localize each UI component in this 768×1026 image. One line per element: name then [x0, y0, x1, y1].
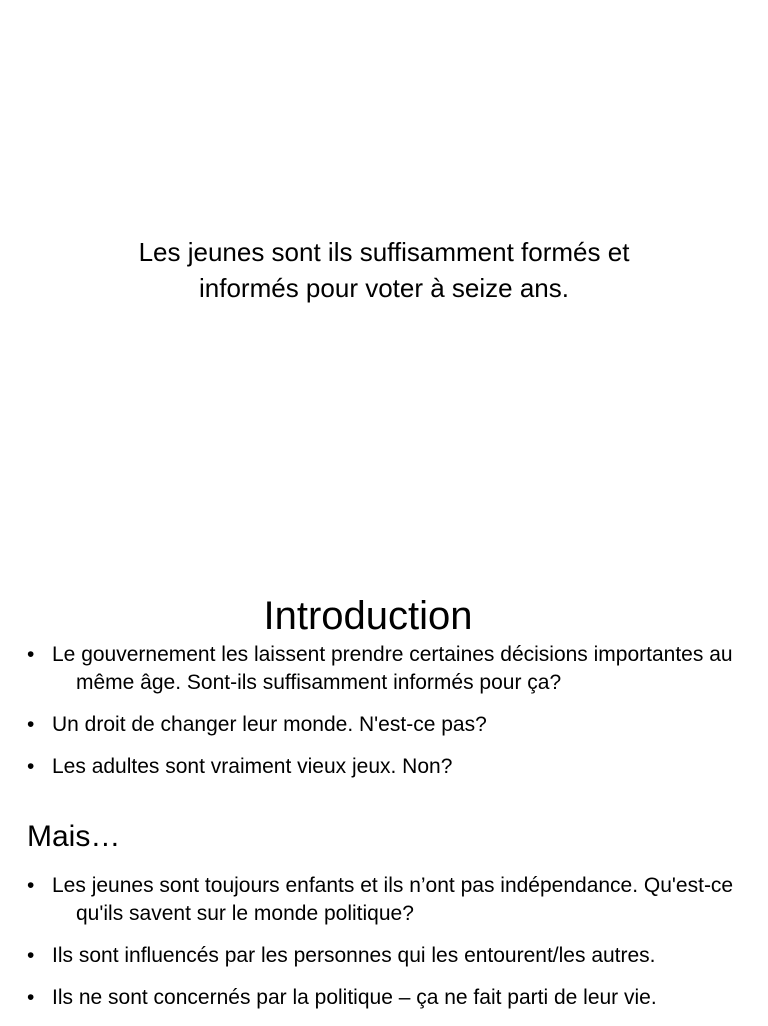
bullet-text: Ils sont influencés par les personnes qui les entourent/les autres.	[52, 944, 656, 967]
bullet-icon: •	[27, 755, 35, 778]
list-item	[0, 984, 768, 1012]
bullet-icon: •	[27, 713, 35, 736]
introduction-bullet-list	[0, 641, 768, 795]
mais-bullet-list	[0, 872, 768, 1026]
list-item	[0, 711, 768, 739]
list-item	[0, 641, 768, 697]
slide-title-line-1: Les jeunes sont ils suffisamment formés et	[138, 237, 630, 267]
introduction-heading: Introduction	[263, 594, 473, 638]
slide-title-line-2: informés pour voter à seize ans.	[199, 273, 569, 303]
list-item	[0, 872, 768, 928]
mais-subheading: Mais…	[27, 820, 121, 853]
list-item	[0, 753, 768, 781]
bullet-text: Le gouvernement les laissent prendre certaines décisions importantes au même âge. Sont-ils suffisamment informés pour ça?	[52, 643, 733, 694]
bullet-text: Un droit de changer leur monde. N'est-ce pas?	[52, 713, 487, 736]
bullet-icon: •	[27, 944, 35, 967]
bullet-text: Ils ne sont concernés par la politique – ça ne fait parti de leur vie.	[52, 986, 657, 1009]
slide-title	[40, 234, 728, 306]
bullet-text: Les jeunes sont toujours enfants et ils n’ont pas indépendance. Qu'est-ce qu'ils savent sur le monde politique?	[52, 874, 734, 925]
bullet-text: Les adultes sont vraiment vieux jeux. Non?	[52, 755, 453, 778]
bullet-icon: •	[27, 986, 35, 1009]
bullet-icon: •	[27, 643, 35, 666]
bullet-icon: •	[27, 874, 35, 897]
list-item	[0, 942, 768, 970]
